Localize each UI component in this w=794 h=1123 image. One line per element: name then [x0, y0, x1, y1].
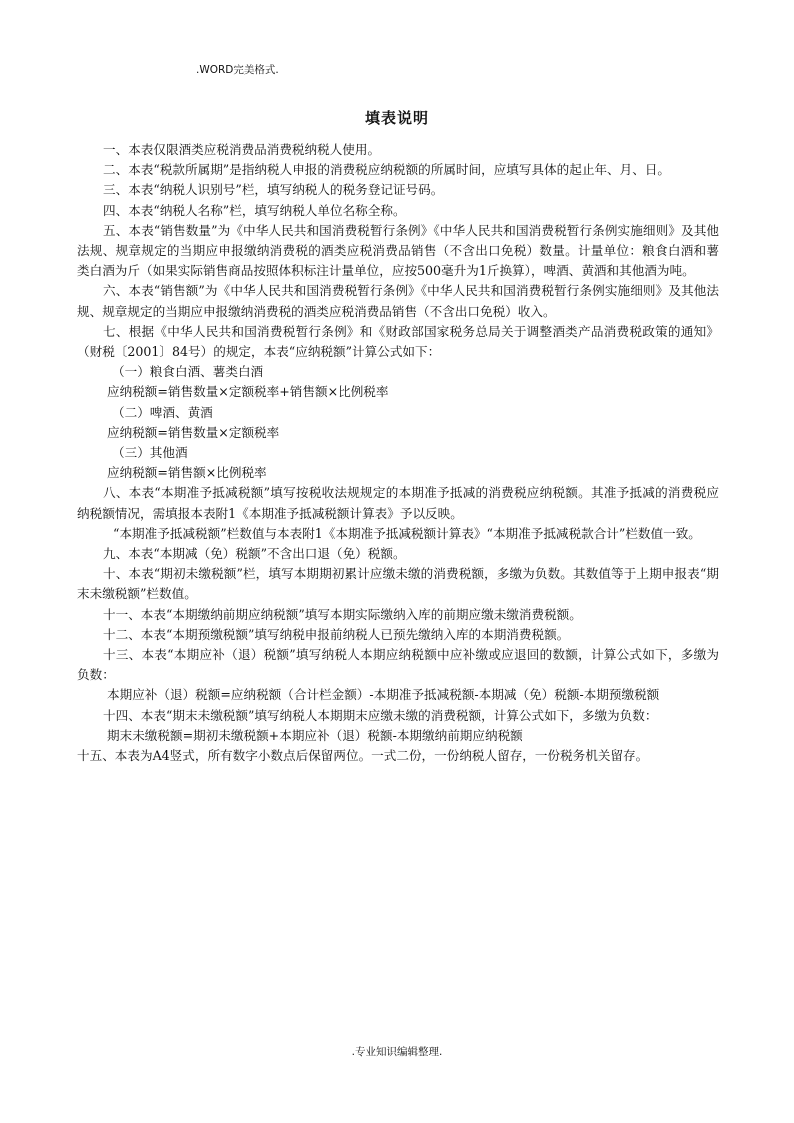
document-title: 填表说明	[364, 109, 429, 127]
formula-refund: 本期应补（退）税额=应纳税额（合计栏金额）-本期准予抵减税额-本期减（免）税额-本期预缴税额	[107, 687, 660, 703]
sub-heading-other-liquor: （三）其他酒	[112, 445, 188, 461]
instruction-item-6: 六、本表“销售额”为《中华人民共和国消费税暂行条例》《中华人民共和国消费税暂行条例实施细则》及其他法规、规章规定的当期应申报缴纳消费税的酒类应税消费品销售（不含出口免税）收入。	[77, 283, 719, 319]
instruction-item-5: 五、本表“销售数量”为《中华人民共和国消费税暂行条例》《中华人民共和国消费税暂行条例实施细则》及其他法规、规章规定的当期应申报缴纳消费税的酒类应税消费品销售（不含出口免税）数量。计量单位：粮食白酒和薯类白酒为斤（如果实际销售商品按照体积标注计量单位，应按500毫升为1斤换算），啤酒、黄酒和其他酒为吨。	[77, 222, 719, 279]
instruction-item-9: 九、本表“本期减（免）税额”不含出口退（免）税额。	[103, 546, 406, 562]
page-header: .WORD完美格式.	[196, 64, 279, 76]
instruction-item-4: 四、本表“纳税人名称”栏，填写纳税人单位名称全称。	[103, 202, 406, 218]
instruction-item-7: 七、根据《中华人民共和国消费税暂行条例》和《财政部国家税务总局关于调整酒类产品消费税政策的通知》（财税〔2001〕84号）的规定，本表“应纳税额”计算公式如下：	[77, 323, 719, 360]
instruction-item-3: 三、本表“纳税人识别号”栏，填写纳税人的税务登记证号码。	[103, 182, 444, 198]
instruction-item-15: 十五、本表为A4竖式，所有数字小数点后保留两位。一式二份，一份纳税人留存，一份税务机关留存。	[77, 748, 649, 764]
page-footer: .专业知识编辑整理.	[351, 1046, 443, 1058]
instruction-item-11: 十一、本表“本期缴纳前期应纳税额”填写本期实际缴纳入库的前期应缴未缴消费税额。	[103, 606, 582, 622]
sub-heading-grain-liquor: （一）粮食白酒、薯类白酒	[112, 364, 264, 380]
formula-beer: 应纳税额=销售数量×定额税率	[107, 424, 280, 440]
formula-grain-liquor: 应纳税额=销售数量×定额税率+销售额×比例税率	[107, 384, 389, 400]
instruction-item-10: 十、本表“期初未缴税额”栏，填写本期期初累计应缴未缴的消费税额，多缴为负数。其数值等于上期申报表“期末未缴税额”栏数值。	[77, 566, 719, 602]
instruction-item-8: 八、本表“本期准予抵减税额”填写按税收法规规定的本期准予抵减的消费税应纳税额。其准予抵减的消费税应纳税额情况，需填报本表附1《本期准予抵减税额计算表》予以反映。	[77, 485, 719, 521]
sub-heading-beer: （二）啤酒、黄酒	[112, 404, 213, 420]
formula-ending-unpaid: 期末未缴税额=期初未缴税额+本期应补（退）税额-本期缴纳前期应纳税额	[107, 727, 523, 743]
instruction-item-12: 十二、本表“本期预缴税额”填写纳税申报前纳税人已预先缴纳入库的本期消费税额。	[103, 626, 570, 642]
formula-other-liquor: 应纳税额=销售额×比例税率	[107, 465, 267, 481]
instructions-body	[77, 140, 719, 766]
instruction-item-1: 一、本表仅限酒类应税消费品消费税纳税人使用。	[103, 142, 381, 157]
instruction-item-13: 十三、本表“本期应补（退）税额”填写纳税人本期应纳税额中应补缴或应退回的数额，计算公式如下，多缴为负数：	[77, 647, 719, 683]
instruction-item-14: 十四、本表“期末未缴税额”填写纳税人本期期末应缴未缴的消费税额，计算公式如下，多缴为负数：	[103, 707, 658, 723]
instruction-note-8: “本期准予抵减税额”栏数值与本表附1《本期准予抵减税额计算表》“本期准予抵减税款合计”栏数值一致。	[113, 525, 701, 541]
instruction-item-2: 二、本表“税款所属期”是指纳税人申报的消费税应纳税额的所属时间，应填写具体的起止年、月、日。	[103, 162, 671, 178]
